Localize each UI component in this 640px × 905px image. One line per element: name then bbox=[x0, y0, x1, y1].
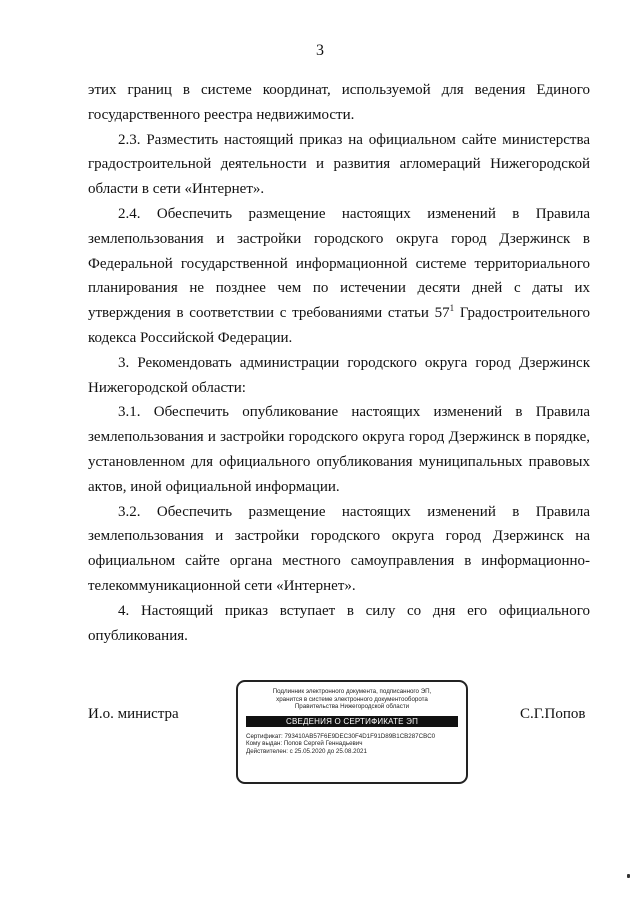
scan-artifact bbox=[627, 874, 630, 878]
paragraph-3-2: 3.2. Обеспечить размещение настоящих изменений в Правила землепользования и застройки городского округа город Дзержинск на официальном сайте органа местного самоуправления в информационно-телекоммуникационной сети «Интернет». bbox=[88, 503, 590, 594]
superscript: 1 bbox=[449, 303, 455, 314]
stamp-validity: Действителен: с 25.05.2020 до 25.08.2021 bbox=[246, 747, 367, 755]
signatory-role: И.о. министра bbox=[88, 706, 179, 722]
paragraph-4: 4. Настоящий приказ вступает в силу со дня его официального опубликования. bbox=[88, 602, 590, 644]
paragraph-2-4-text-a: 2.4. Обеспечить размещение настоящих изменений в Правила землепользования и застройки городского округа город Дзержинск в Федеральной государственной информационной системе территориального планирования не позднее чем по истечении десяти дней с даты их утверждения в соответствии с требованиями статьи 57 bbox=[88, 205, 590, 322]
stamp-issued-to: Кому выдан: Попов Сергей Геннадьевич bbox=[246, 740, 363, 748]
paragraph-3: 3. Рекомендовать администрации городского округа город Дзержинск Нижегородской области: bbox=[88, 354, 590, 396]
paragraph-2-4-text-b: Градостроительного кодекса Российской Федерации. bbox=[88, 305, 590, 346]
paragraph-2-4 bbox=[88, 202, 590, 351]
signatory-name: С.Г.Попов bbox=[520, 706, 586, 722]
paragraph-continuation: этих границ в системе координат, используемой для ведения Единого государственного реестра недвижимости. bbox=[88, 82, 590, 123]
stamp-header-line: хранится в системе электронного документооборота bbox=[276, 695, 428, 703]
page-number: 3 bbox=[316, 42, 324, 59]
document-body bbox=[88, 78, 590, 648]
stamp-header bbox=[246, 688, 458, 711]
stamp-title: СВЕДЕНИЯ О СЕРТИФИКАТЕ ЭП bbox=[246, 716, 458, 727]
electronic-signature-stamp bbox=[236, 680, 468, 784]
paragraph-2-3: 2.3. Разместить настоящий приказ на официальном сайте министерства градостроительной деятельности и развития агломераций Нижегородской области в сети «Интернет». bbox=[88, 131, 590, 198]
paragraph-3-1: 3.1. Обеспечить опубликование настоящих изменений в Правила землепользования и застройки городского округа город Дзержинск в порядке, установленном для официального опубликования муниципальных правовых актов, иной официальной информации. bbox=[88, 404, 590, 495]
stamp-header-line: Подлинник электронного документа, подписанного ЭП, bbox=[272, 688, 432, 695]
stamp-certificate: Сертификат: 793410AB57F6E9DEC30F4D1F91D89B1CB287CBC0 bbox=[246, 732, 436, 740]
stamp-header-line: Правительства Нижегородской области bbox=[294, 703, 410, 711]
